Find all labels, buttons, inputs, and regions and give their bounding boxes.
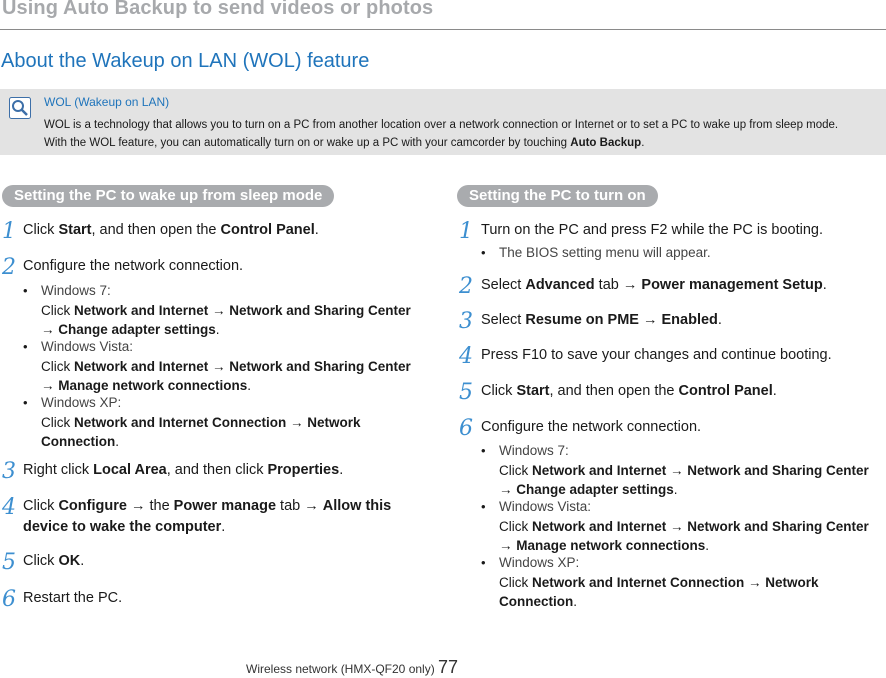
step-number: 6	[459, 416, 473, 441]
step-number: 4	[459, 344, 473, 369]
step-number: 2	[459, 274, 473, 299]
right-step-2: Select Advanced tab → Power management Setup.	[481, 277, 827, 293]
info-title: WOL (Wakeup on LAN)	[44, 95, 170, 109]
right-step-3: Select Resume on PME → Enabled.	[481, 312, 722, 328]
right-bullet-vista: • Windows Vista: Click Network and Internet → Network and Sharing Center → Manage network connections.	[481, 499, 869, 553]
magnifier-icon	[9, 97, 31, 119]
right-step-1: Turn on the PC and press F2 while the PC is booting.	[481, 222, 824, 238]
right-bullet-win7: • Windows 7: Click Network and Internet → Network and Sharing Center → Change adapter settings.	[481, 443, 869, 497]
step-number: 4	[2, 495, 16, 520]
step-number: 6	[2, 587, 16, 612]
bios-note: • The BIOS setting menu will appear.	[481, 245, 711, 260]
step-number: 1	[459, 219, 473, 244]
footer-text: Wireless network (HMX-QF20 only)	[246, 662, 435, 676]
step-number: 3	[2, 459, 16, 484]
left-bullet-win7: • Windows 7: Click Network and Internet → Network and Sharing Center → Change adapter settings.	[23, 283, 411, 337]
info-line	[44, 134, 874, 152]
left-step-6: Restart the PC.	[23, 590, 123, 606]
left-bullet-xp: • Windows XP: Click Network and Internet Connection → Network Connection.	[23, 395, 361, 449]
right-step-5: Click Start, and then open the Control Panel.	[481, 383, 777, 399]
left-step-2: Configure the network connection.	[23, 258, 244, 274]
left-step-4: Click Configure → the Power manage tab → Allow this device to wake the computer.	[23, 498, 392, 535]
left-step-3: Right click Local Area, and then click Properties.	[23, 462, 344, 478]
right-step-6: Configure the network connection.	[481, 419, 702, 435]
page-header-title: Using Auto Backup to send videos or photos	[2, 0, 434, 19]
step-number: 5	[2, 550, 16, 575]
right-bullet-xp: • Windows XP: Click Network and Internet Connection → Network Connection.	[481, 555, 819, 609]
right-step-4: Press F10 to save your changes and continue booting.	[481, 347, 832, 363]
auto-backup-label: Auto Backup	[570, 137, 642, 149]
left-bullet-vista: • Windows Vista: Click Network and Internet → Network and Sharing Center → Manage network connections.	[23, 339, 411, 393]
right-heading: Setting the PC to turn on	[457, 185, 658, 207]
page-header	[0, 0, 886, 30]
info-body	[44, 116, 874, 152]
left-step-5: Click OK.	[23, 553, 85, 569]
step-number: 2	[2, 255, 16, 280]
info-text: With the WOL feature, you can automatically turn on or wake up a PC with your camcorder by touching	[44, 137, 571, 149]
left-step-1: Click Start, and then open the Control Panel.	[23, 222, 319, 238]
step-number: 3	[459, 309, 473, 334]
page-number: 77	[438, 657, 459, 677]
step-number: 5	[459, 380, 473, 405]
info-line: WOL is a technology that allows you to turn on a PC from another location over a network connection or Internet or to set a PC to wake up from sleep mode.	[44, 119, 839, 131]
left-heading: Setting the PC to wake up from sleep mode	[2, 185, 334, 207]
step-number: 1	[2, 219, 16, 244]
section-title: About the Wakeup on LAN (WOL) feature	[1, 50, 370, 72]
info-text: .	[641, 137, 645, 149]
